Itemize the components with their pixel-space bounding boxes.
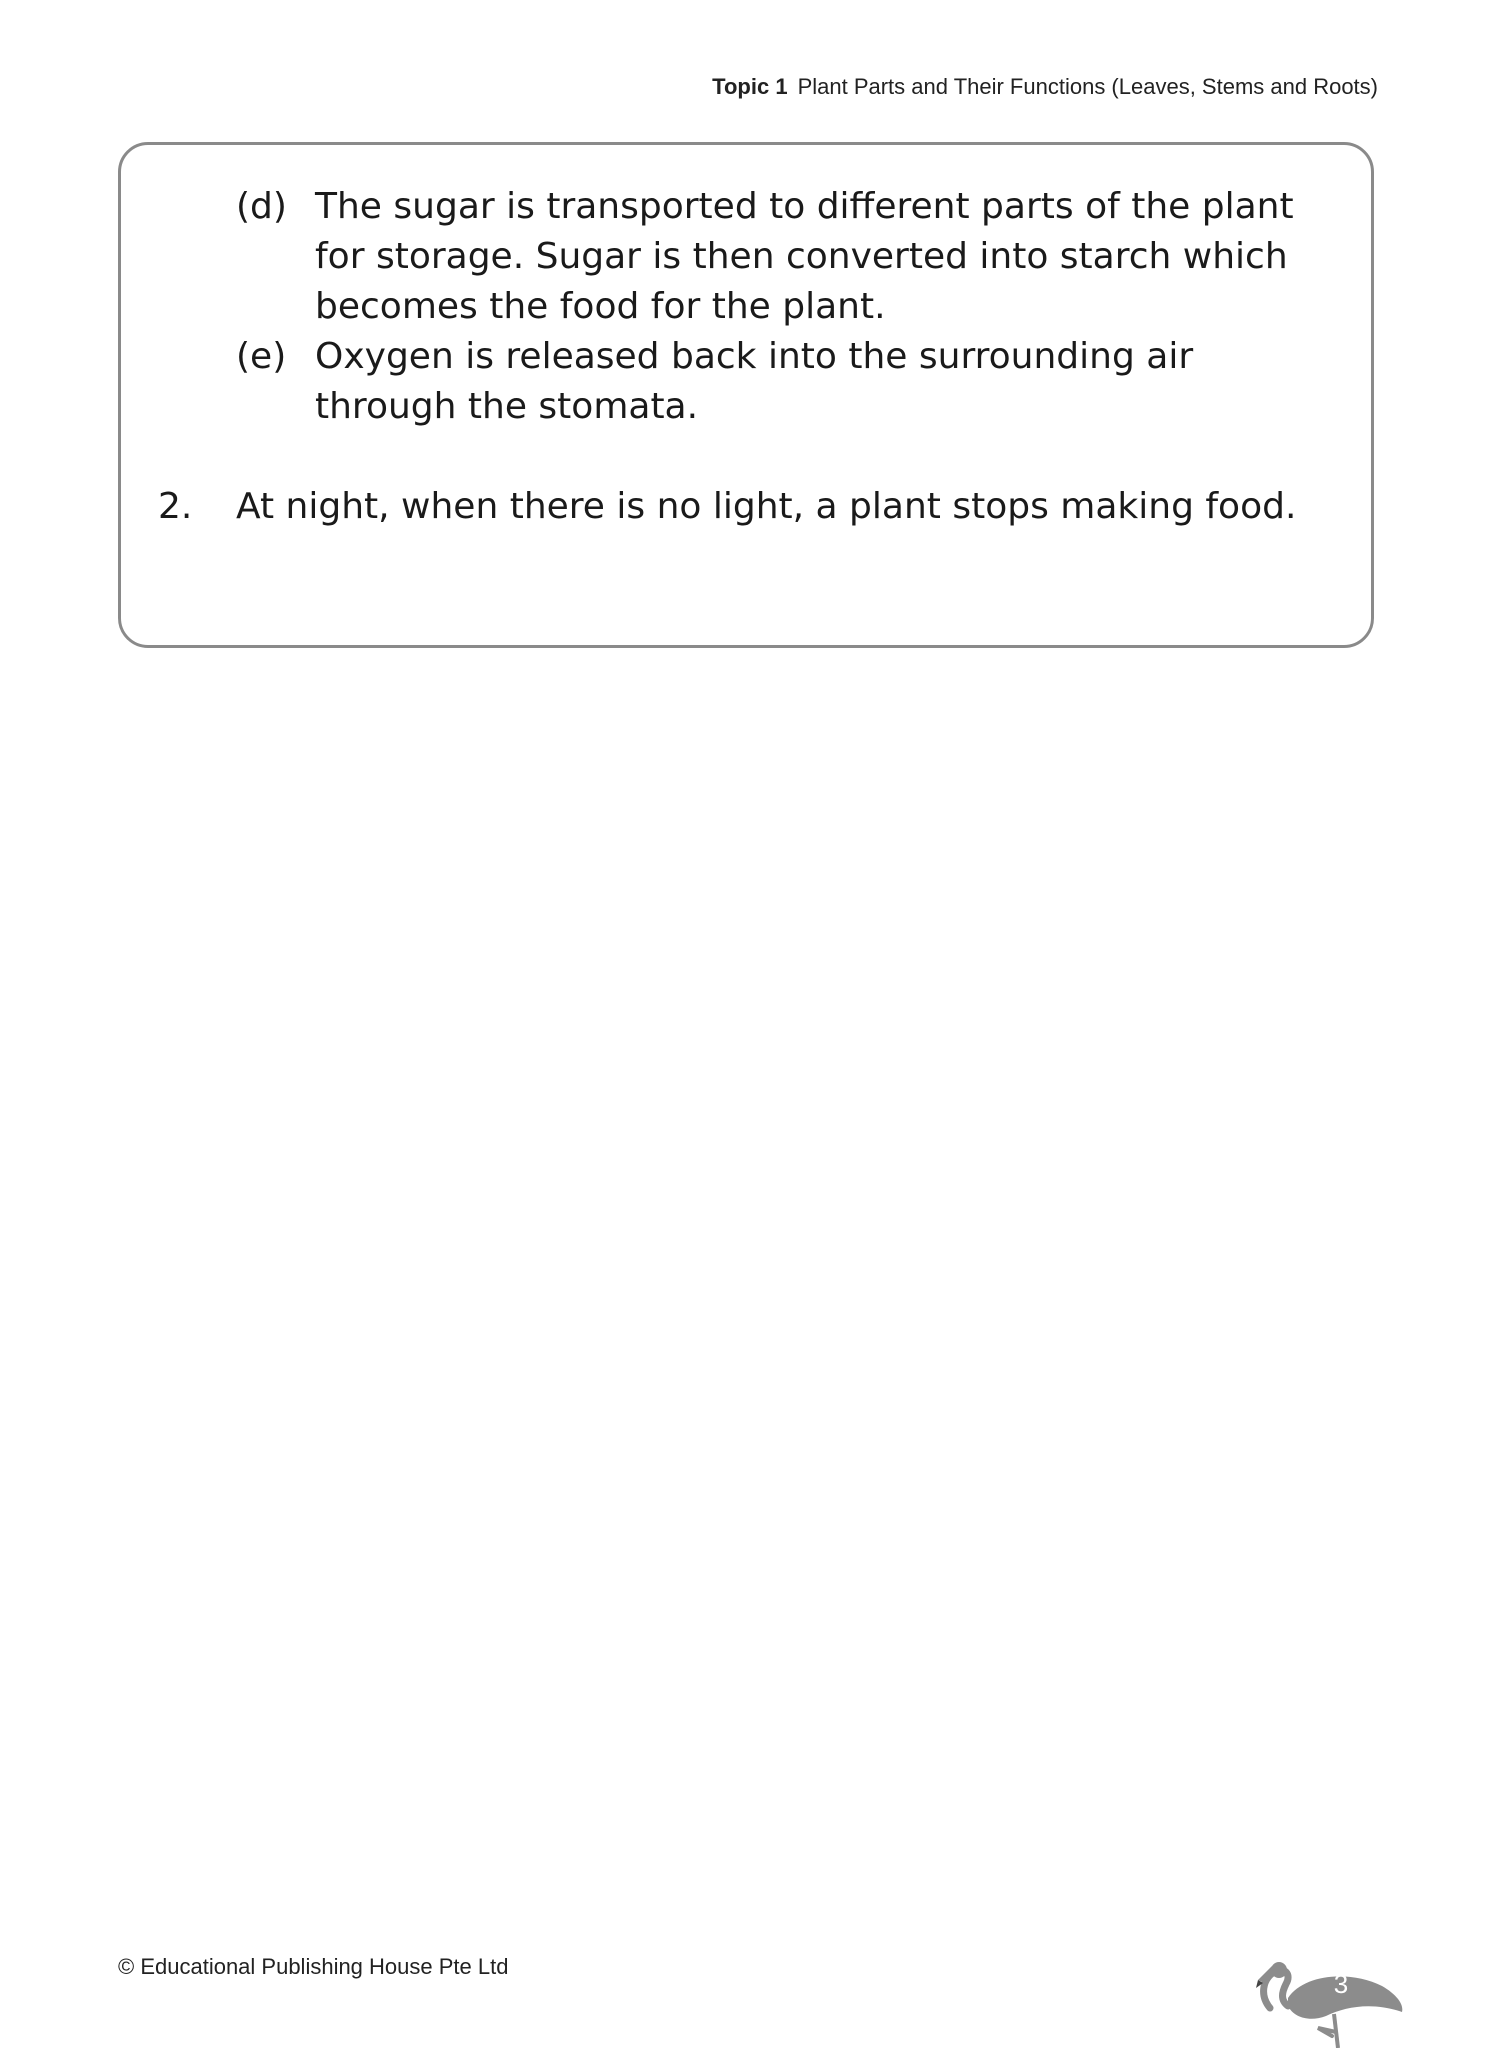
item-d-label: (d) bbox=[236, 186, 287, 227]
flamingo-page-icon bbox=[1234, 1940, 1414, 2048]
item-e-text: Oxygen is released back into the surrounding air through the stomata. bbox=[315, 336, 1194, 427]
item-2-text: At night, when there is no light, a plant stops making food. bbox=[236, 486, 1297, 527]
item-d-text: The sugar is transported to different parts of the plant for storage. Sugar is then converted into starch which becomes the food for the plant. bbox=[315, 186, 1294, 327]
item-2-label: 2. bbox=[158, 486, 193, 527]
flamingo-head-icon bbox=[1271, 1962, 1287, 1978]
copyright-text: © Educational Publishing House Pte Ltd bbox=[118, 1954, 509, 1979]
topic-label: Topic 1 bbox=[712, 74, 788, 99]
page-header bbox=[712, 74, 1378, 100]
topic-title: Plant Parts and Their Functions (Leaves, Stems and Roots) bbox=[797, 74, 1378, 99]
item-e-label: (e) bbox=[236, 336, 287, 377]
page-number: 3 bbox=[1333, 1969, 1349, 1999]
